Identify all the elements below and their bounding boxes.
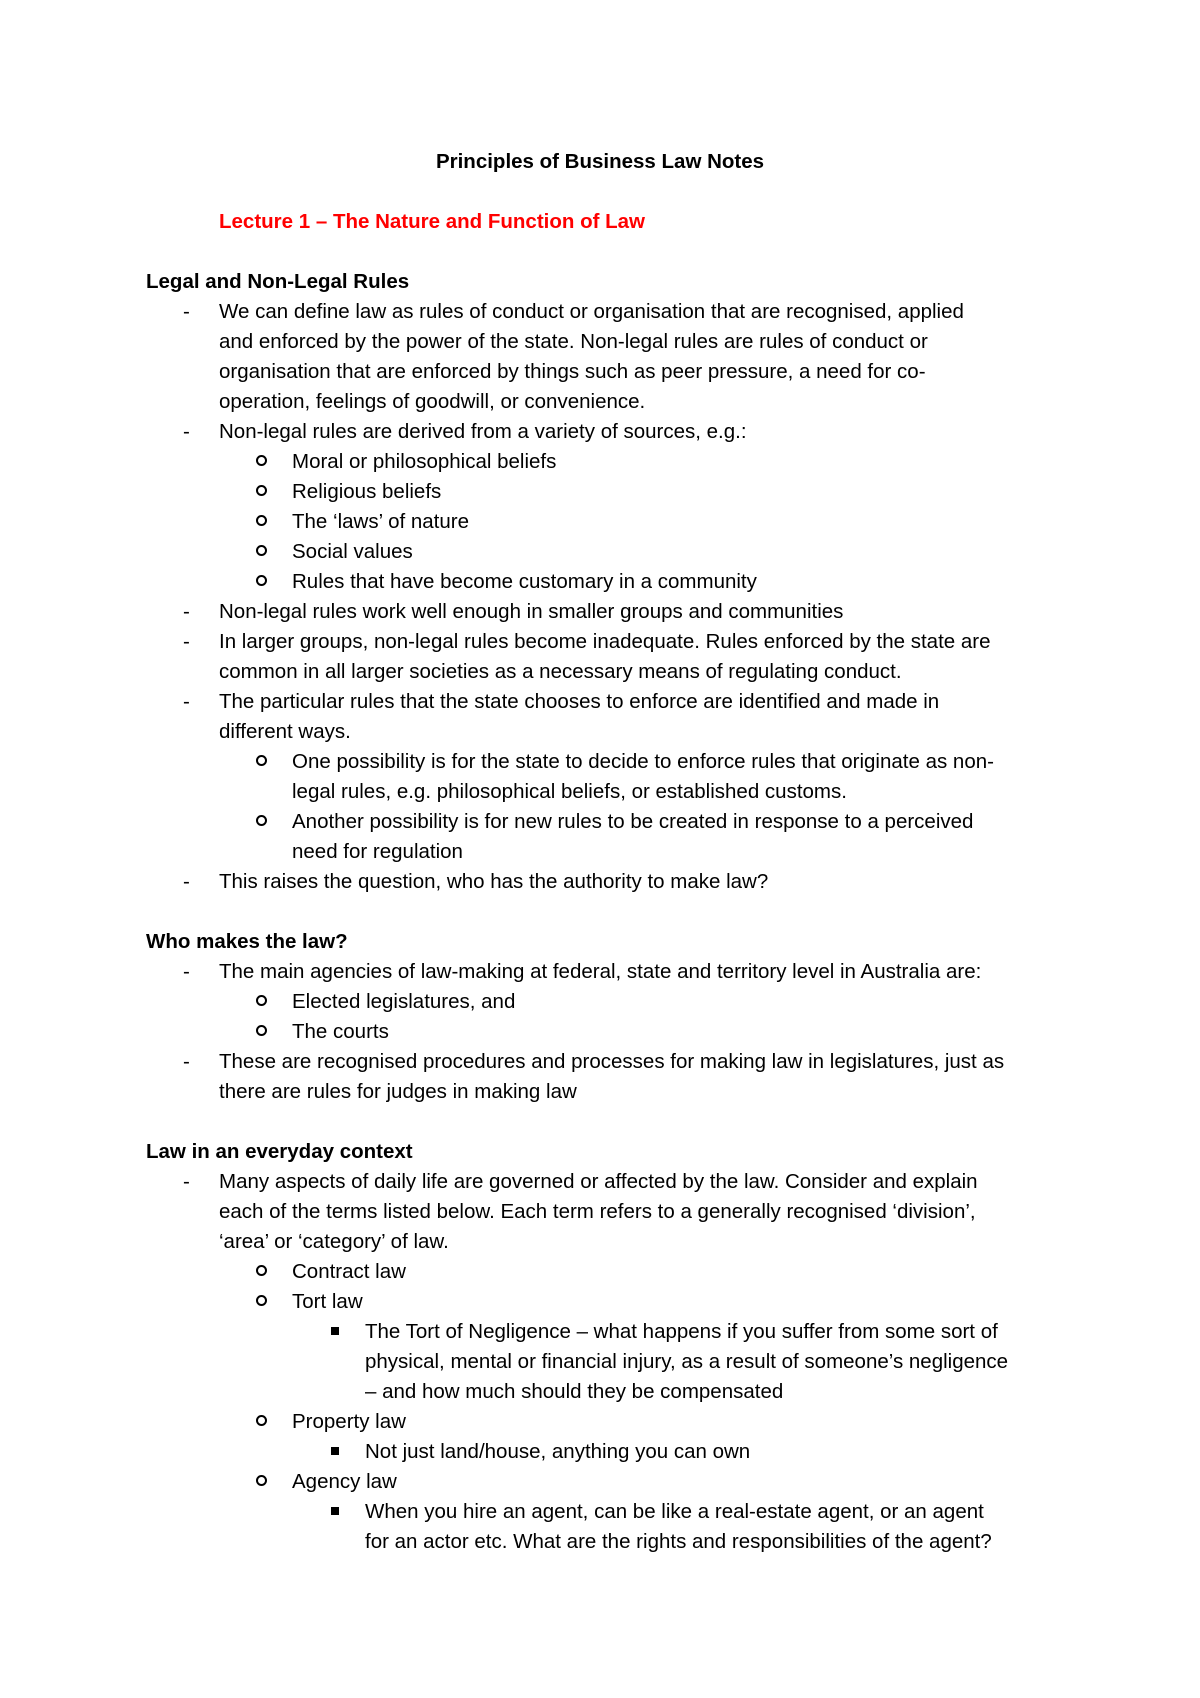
- circle-bullet-icon: [256, 1415, 267, 1426]
- dash-bullet-icon: -: [183, 870, 190, 893]
- dash-bullet-icon: -: [183, 1050, 190, 1073]
- circle-bullet-icon: [256, 545, 267, 556]
- dash-bullet-icon: -: [183, 630, 190, 653]
- bullet-text: We can define law as rules of conduct or organisation that are recognised, applied: [219, 300, 964, 323]
- circle-bullet-icon: [256, 1025, 267, 1036]
- circle-bullet-icon: [256, 995, 267, 1006]
- square-bullet-icon: [331, 1447, 339, 1455]
- sub-bullet-text: Agency law: [292, 1470, 397, 1493]
- dash-bullet-icon: -: [183, 1170, 190, 1193]
- section-heading-legal-rules: Legal and Non-Legal Rules: [146, 270, 410, 293]
- section-heading-everyday-law: Law in an everyday context: [146, 1140, 413, 1163]
- sub-bullet-text: Social values: [292, 540, 413, 563]
- bullet-text: different ways.: [219, 720, 351, 743]
- bullet-text: there are rules for judges in making law: [219, 1080, 577, 1103]
- circle-bullet-icon: [256, 1265, 267, 1276]
- detail-bullet-text: When you hire an agent, can be like a real-estate agent, or an agent: [365, 1500, 984, 1523]
- bullet-text: operation, feelings of goodwill, or convenience.: [219, 390, 646, 413]
- sub-bullet-text: Another possibility is for new rules to be created in response to a perceived: [292, 810, 974, 833]
- bullet-text: Non-legal rules are derived from a variety of sources, e.g.:: [219, 420, 747, 443]
- square-bullet-icon: [331, 1327, 339, 1335]
- sub-bullet-text: Property law: [292, 1410, 406, 1433]
- bullet-text: Many aspects of daily life are governed or affected by the law. Consider and explain: [219, 1170, 978, 1193]
- sub-bullet-text: Rules that have become customary in a community: [292, 570, 757, 593]
- square-bullet-icon: [331, 1507, 339, 1515]
- dash-bullet-icon: -: [183, 960, 190, 983]
- bullet-text: The particular rules that the state chooses to enforce are identified and made in: [219, 690, 940, 713]
- detail-bullet-text: The Tort of Negligence – what happens if you suffer from some sort of: [365, 1320, 998, 1343]
- sub-bullet-text: need for regulation: [292, 840, 463, 863]
- bullet-text: This raises the question, who has the authority to make law?: [219, 870, 769, 893]
- bullet-text: These are recognised procedures and processes for making law in legislatures, just as: [219, 1050, 1005, 1073]
- circle-bullet-icon: [256, 455, 267, 466]
- circle-bullet-icon: [256, 755, 267, 766]
- bullet-text: In larger groups, non-legal rules become inadequate. Rules enforced by the state are: [219, 630, 991, 653]
- bullet-text: Non-legal rules work well enough in smaller groups and communities: [219, 600, 844, 623]
- document-title: Principles of Business Law Notes: [435, 150, 765, 173]
- circle-bullet-icon: [256, 1295, 267, 1306]
- bullet-text: organisation that are enforced by things such as peer pressure, a need for co-: [219, 360, 926, 383]
- circle-bullet-icon: [256, 575, 267, 586]
- bullet-text: and enforced by the power of the state. Non-legal rules are rules of conduct or: [219, 330, 928, 353]
- sub-bullet-text: The courts: [292, 1020, 389, 1043]
- dash-bullet-icon: -: [183, 420, 190, 443]
- dash-bullet-icon: -: [183, 300, 190, 323]
- sub-bullet-text: Elected legislatures, and: [292, 990, 516, 1013]
- dash-bullet-icon: -: [183, 690, 190, 713]
- circle-bullet-icon: [256, 485, 267, 496]
- sub-bullet-text: Religious beliefs: [292, 480, 442, 503]
- circle-bullet-icon: [256, 515, 267, 526]
- sub-bullet-text: legal rules, e.g. philosophical beliefs, or established customs.: [292, 780, 847, 803]
- bullet-text: The main agencies of law-making at federal, state and territory level in Australia are:: [219, 960, 982, 983]
- bullet-text: common in all larger societies as a necessary means of regulating conduct.: [219, 660, 902, 683]
- bullet-text: ‘area’ or ‘category’ of law.: [219, 1230, 449, 1253]
- sub-bullet-text: Tort law: [292, 1290, 363, 1313]
- sub-bullet-text: Moral or philosophical beliefs: [292, 450, 557, 473]
- detail-bullet-text: Not just land/house, anything you can own: [365, 1440, 751, 1463]
- lecture-title: Lecture 1 – The Nature and Function of Law: [219, 210, 645, 233]
- detail-bullet-text: physical, mental or financial injury, as a result of someone’s negligence: [365, 1350, 1009, 1373]
- detail-bullet-text: – and how much should they be compensated: [365, 1380, 784, 1403]
- sub-bullet-text: The ‘laws’ of nature: [292, 510, 469, 533]
- circle-bullet-icon: [256, 1475, 267, 1486]
- sub-bullet-text: One possibility is for the state to decide to enforce rules that originate as non-: [292, 750, 994, 773]
- circle-bullet-icon: [256, 815, 267, 826]
- section-heading-who-makes-law: Who makes the law?: [146, 930, 348, 953]
- dash-bullet-icon: -: [183, 600, 190, 623]
- sub-bullet-text: Contract law: [292, 1260, 406, 1283]
- bullet-text: each of the terms listed below. Each term refers to a generally recognised ‘division’,: [219, 1200, 976, 1223]
- detail-bullet-text: for an actor etc. What are the rights and responsibilities of the agent?: [365, 1530, 992, 1553]
